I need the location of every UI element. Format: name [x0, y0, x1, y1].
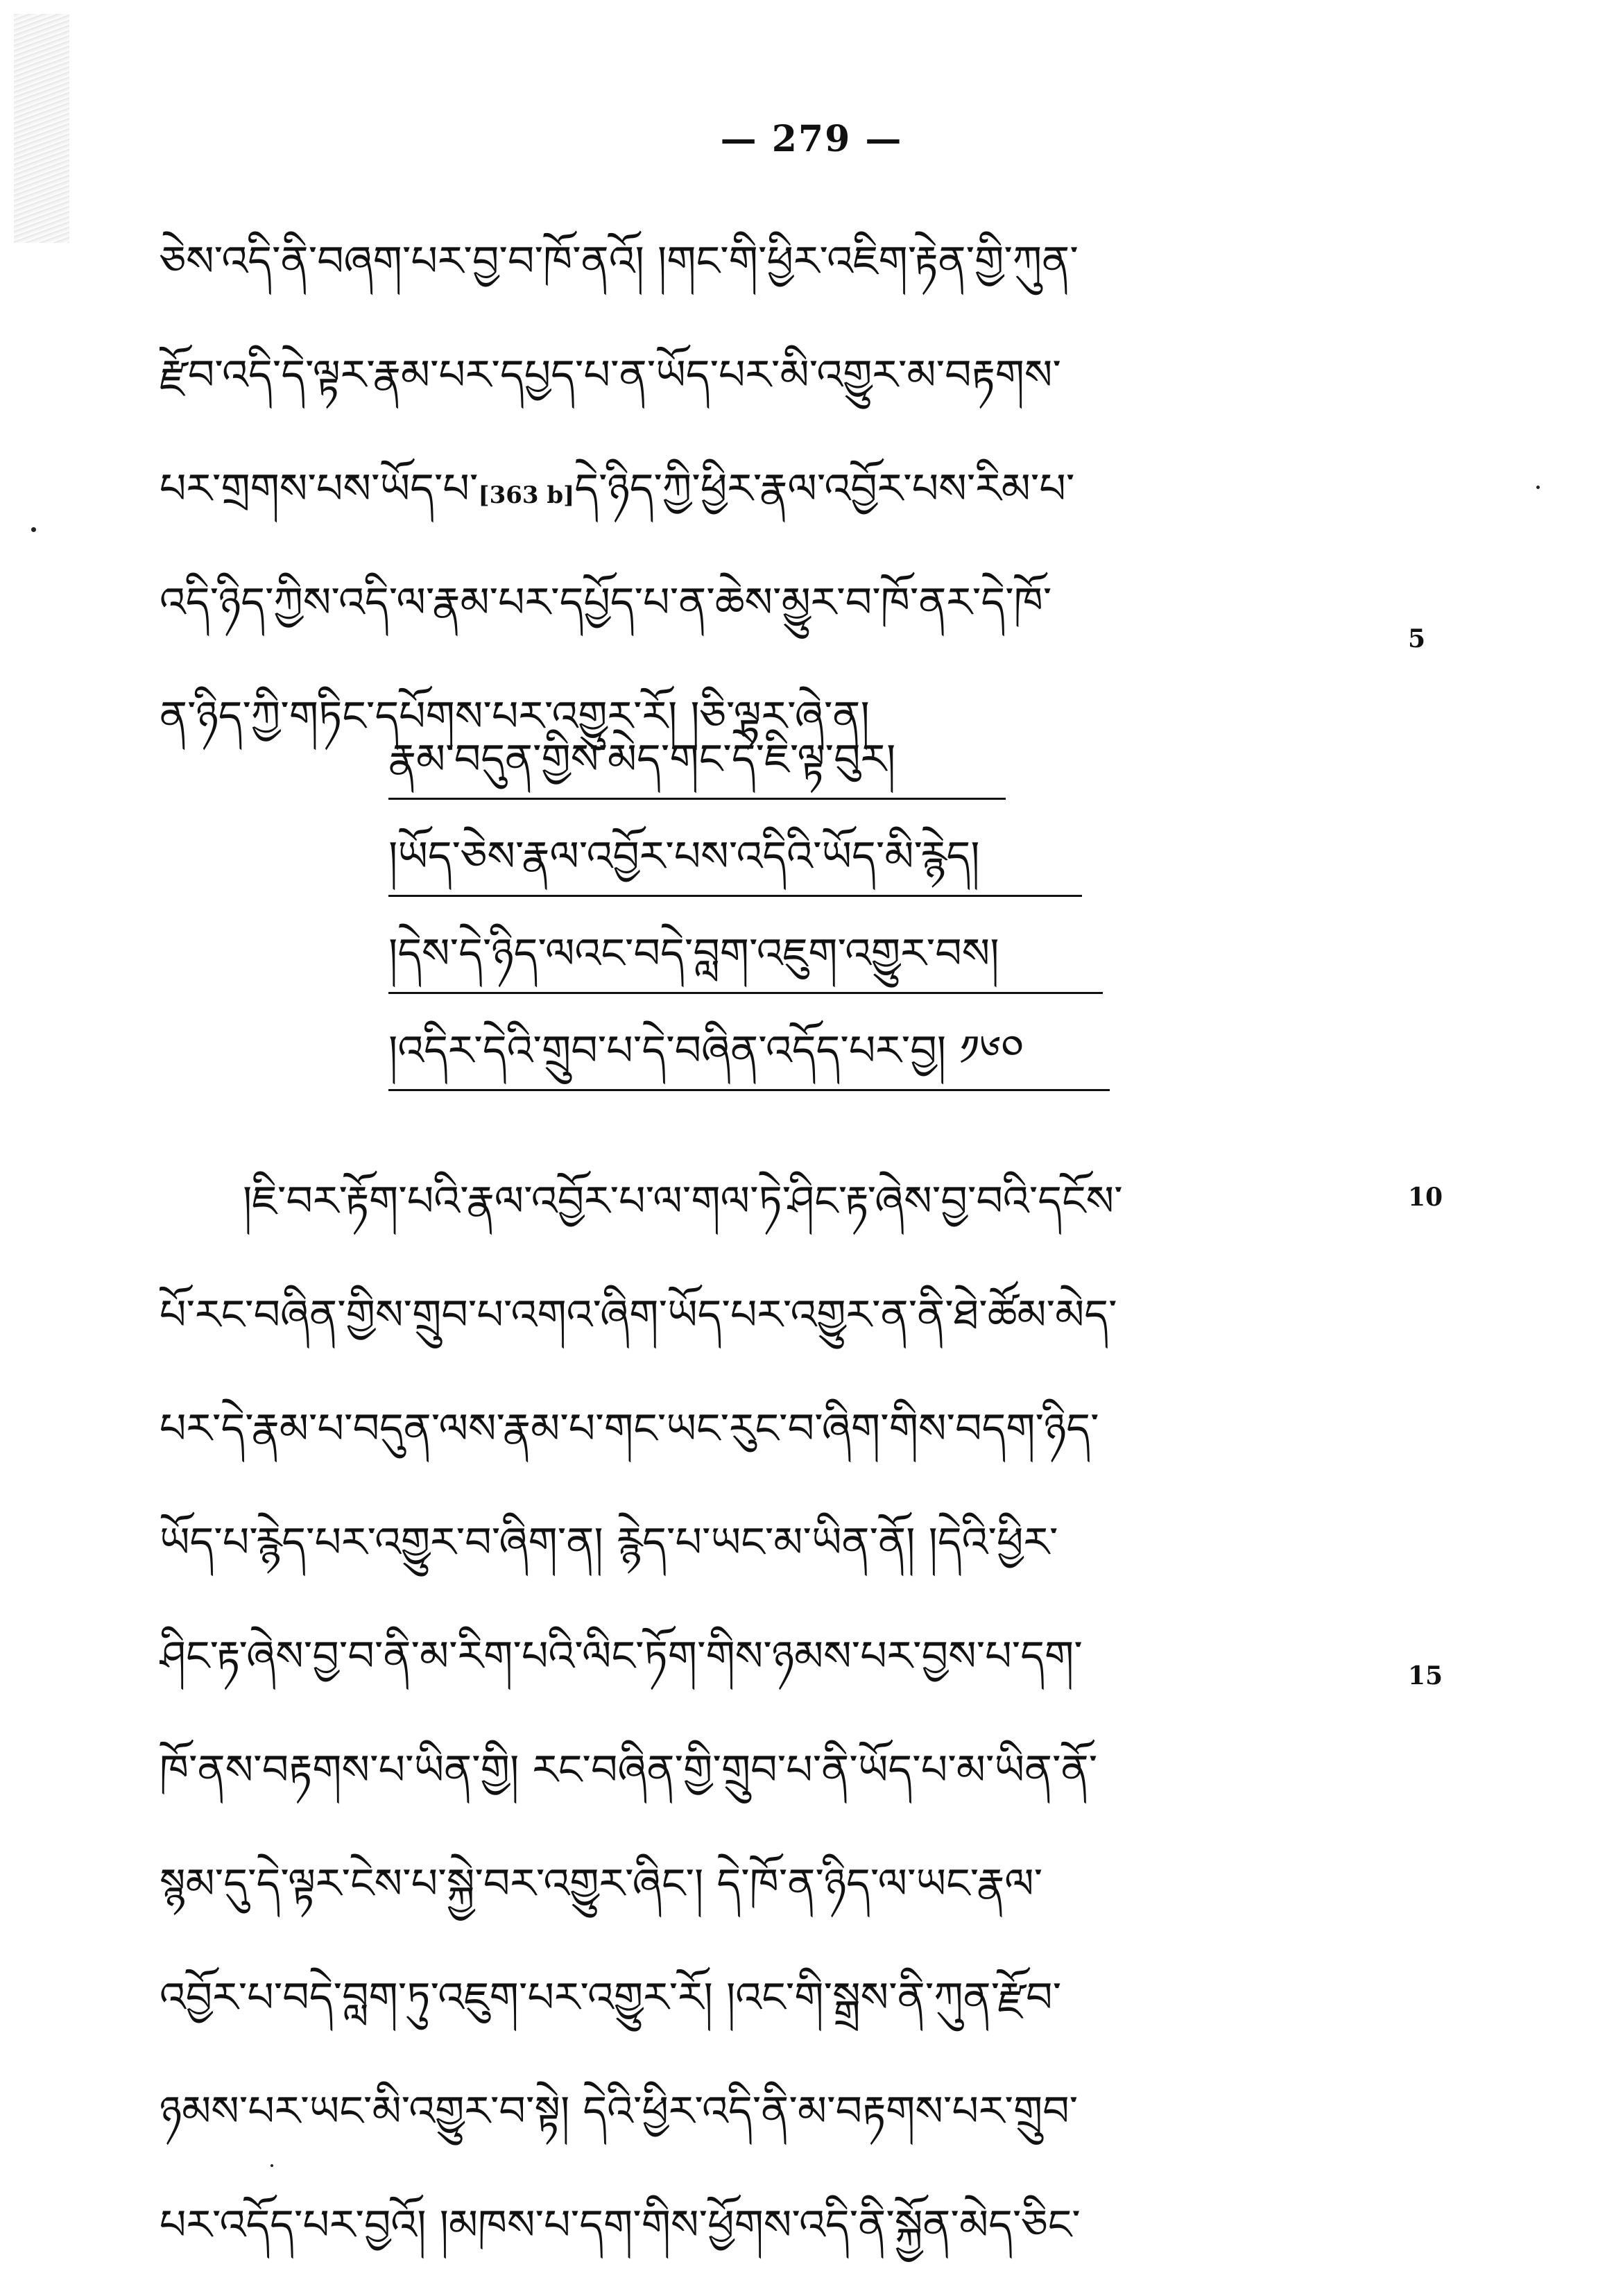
verse-underline	[388, 992, 1103, 994]
text-line	[160, 432, 1408, 546]
text-line: ཤིང་རྟ་ཞེས་བྱ་བ་ནི་མ་རིག་པའི་ལིང་ཏོག་གིས་ཉམས་པར་བྱས་པ་དག་	[160, 1632, 1083, 1681]
paragraph-1	[160, 205, 1408, 773]
verse-line	[388, 912, 1221, 1009]
text-line: ཉམས་པར་ཡང་མི་འགྱུར་བ་སྟེ། དེའི་ཕྱིར་འདི་ནི་མ་བརྟགས་པར་གྲུབ་	[160, 2087, 1079, 2136]
verse-block	[388, 718, 1221, 1106]
text-line: རྫོབ་འདི་དེ་ལྟར་རྣམ་པར་དཔྱད་པ་ན་ཡོད་པར་མི་འགྱུར་མ་བརྟགས་	[160, 351, 1062, 400]
margin-line-number: 10	[1408, 1183, 1443, 1212]
text-line: ཅེས་འདི་ནི་བཞག་པར་བྱ་བ་ཁོ་ནའོ། །གང་གི་ཕྱིར་འཇིག་རྟེན་གྱི་ཀུན་	[160, 237, 1079, 286]
text-segment: དེ་ཉིད་ཀྱི་ཕྱིར་རྣལ་འབྱོར་པས་རིམ་པ་	[574, 465, 1075, 513]
text-line: ཡོད་པ་རྙེད་པར་འགྱུར་བ་ཞིག་ན། རྙེད་པ་ཡང་མ་ཡིན་ནོ། །དེའི་ཕྱིར་	[160, 1518, 1058, 1567]
verse-line	[388, 718, 1221, 815]
page-number: — 279 —	[720, 118, 903, 160]
text-line	[160, 1145, 1408, 1258]
text-line: སྙམ་དུ་དེ་ལྟར་ངེས་པ་སྐྱེ་བར་འགྱུར་ཞིང་། དེ་ཁོ་ན་ཉིད་ལ་ཡང་རྣལ་	[160, 1860, 1043, 1908]
verse-text: །འདིར་དེའི་གྲུབ་པ་དེ་བཞིན་འདོད་པར་བྱ། ༡༦༠	[388, 1027, 1024, 1075]
text-line: ན་ཉིད་ཀྱི་གཏིང་དཔོགས་པར་འགྱུར་རོ། །ཅི་ལྟར་ཞེ་ན།	[160, 692, 870, 741]
text-segment: པར་གྲགས་པས་ཡོད་པ་	[160, 465, 479, 513]
folio-reference: [363 b]	[478, 481, 575, 509]
verse-underline	[388, 798, 1006, 800]
text-line: པོ་རང་བཞིན་གྱིས་གྲུབ་པ་འགའ་ཞིག་ཡོད་པར་འགྱུར་ན་ནི་ཐེ་ཚོམ་མེད་	[160, 1291, 1117, 1339]
verse-line	[388, 1009, 1221, 1106]
verse-underline	[388, 1089, 1110, 1091]
scan-speck	[31, 527, 36, 532]
text-segment: །ཇི་བར་རྟོག་པའི་རྣལ་འབྱོར་པ་ལ་གལ་ཏེ་ཤིང་རྟ་ཞེས་བྱ་བའི་དངོས་	[243, 1177, 1123, 1226]
scan-speck	[1536, 486, 1540, 489]
text-line: ཁོ་ནས་བརྟགས་པ་ཡིན་གྱི། རང་བཞིན་གྱི་གྲུབ་པ་ནི་ཡོད་པ་མ་ཡིན་ནོ་	[160, 1746, 1098, 1794]
scan-speck	[270, 2164, 273, 2167]
text-line: པར་འདོད་པར་བྱའོ། །མཁས་པ་དག་གིས་ཕྱོགས་འདི་ནི་སྐྱོན་མེད་ཅིང་	[160, 2201, 1081, 2250]
text-line: འདི་ཉིད་ཀྱིས་འདི་ལ་རྣམ་པར་དཔྱོད་པ་ན་ཆེས་མྱུར་བ་ཁོ་ནར་དེ་ཁོ་	[160, 579, 1052, 627]
verse-text: །དེས་དེ་ཉིད་ལའང་བདེ་བླག་འཇུག་འགྱུར་བས།	[388, 929, 999, 978]
margin-line-number: 15	[1408, 1661, 1443, 1690]
paragraph-2	[160, 1145, 1408, 2282]
verse-text: རྣམ་བདུན་གྱིས་མེད་གང་དེ་ཇི་ལྟ་བུར།	[388, 735, 896, 784]
text-line: པར་དེ་རྣམ་པ་བདུན་ལས་རྣམ་པ་གང་ཡང་རུང་བ་ཞིག་གིས་བདག་ཉིད་	[160, 1405, 1099, 1453]
text-line: འབྱོར་པ་བདེ་བླག་ཏུ་འཇུག་པར་འགྱུར་རོ། །འང་གི་སྒྲས་ནི་ཀུན་རྫོབ་	[160, 1973, 1062, 2022]
verse-underline	[388, 895, 1082, 897]
margin-line-number: 5	[1408, 624, 1426, 653]
verse-text: །ཡོད་ཅེས་རྣལ་འབྱོར་པས་འདིའི་ཡོད་མི་རྙེད།	[388, 832, 980, 881]
verse-line	[388, 815, 1221, 912]
